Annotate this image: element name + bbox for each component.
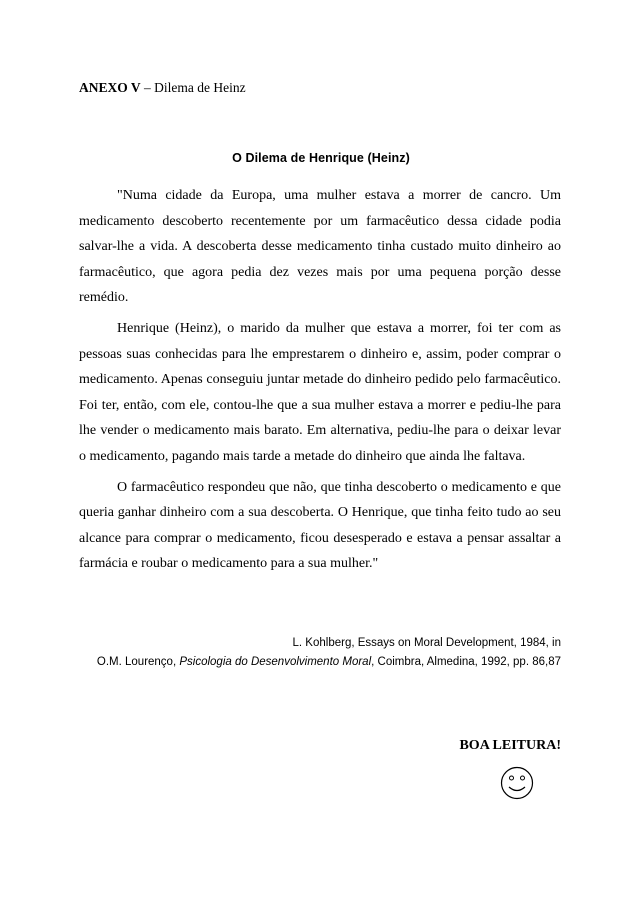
annex-title: – Dilema de Heinz (140, 80, 246, 95)
closing-message: BOA LEITURA! (459, 738, 561, 753)
story-paragraph-2: Henrique (Heinz), o marido da mulher que estava a morrer, foi ter com as pessoas suas conhecidas para lhe emprestarem o dinheiro e, assim, poder comprar o medicamento. Apenas conseguiu juntar metade do dinheiro pedido pelo farmacêutico. Foi ter, então, com ele, contou-lhe que a sua mulher estava a morrer e pediu-lhe para lhe vender o medicamento mais barato. Em alternativa, pediu-lhe para o deixar levar o medicamento, pagando mais tarde a metade do dinheiro que ainda lhe faltava. (79, 320, 561, 464)
annex-label: ANEXO V (79, 80, 141, 95)
annex-heading (79, 80, 246, 96)
citation-line-1: L. Kohlberg, Essays on Moral Development, 1984, in (292, 637, 561, 649)
story-paragraph-1: "Numa cidade da Europa, uma mulher estava a morrer de cancro. Um medicamento descoberto recentemente por um farmacêutico dessa cidade podia salvar-lhe a vida. A descoberta desse medicamento tinha custado muito dinheiro ao farmacêutico, que agora pedia dez vezes mais por uma pequena porção desse remédio. (79, 188, 561, 306)
citation-author: O.M. Lourenço, (96, 656, 180, 668)
citation-line-2 (79, 653, 561, 672)
smiley-face-icon (500, 766, 534, 800)
source-citation (79, 634, 561, 672)
story-paragraph-3: O farmacêutico respondeu que não, que tinha descoberto o medicamento e que queria ganhar dinheiro com a sua descoberta. O Henrique, que tinha feito tudo ao seu alcance para comprar o medicamento, ficou desesperado e estava a pensar assaltar a farmácia e roubar o medicamento para a sua mulher." (79, 479, 561, 572)
story-text (79, 183, 561, 582)
story-title: O Dilema de Henrique (Heinz) (232, 151, 410, 165)
citation-publisher: , Coimbra, Almedina, 1992, pp. 86,87 (371, 656, 561, 668)
citation-book-title: Psicologia do Desenvolvimento Moral (179, 656, 372, 668)
